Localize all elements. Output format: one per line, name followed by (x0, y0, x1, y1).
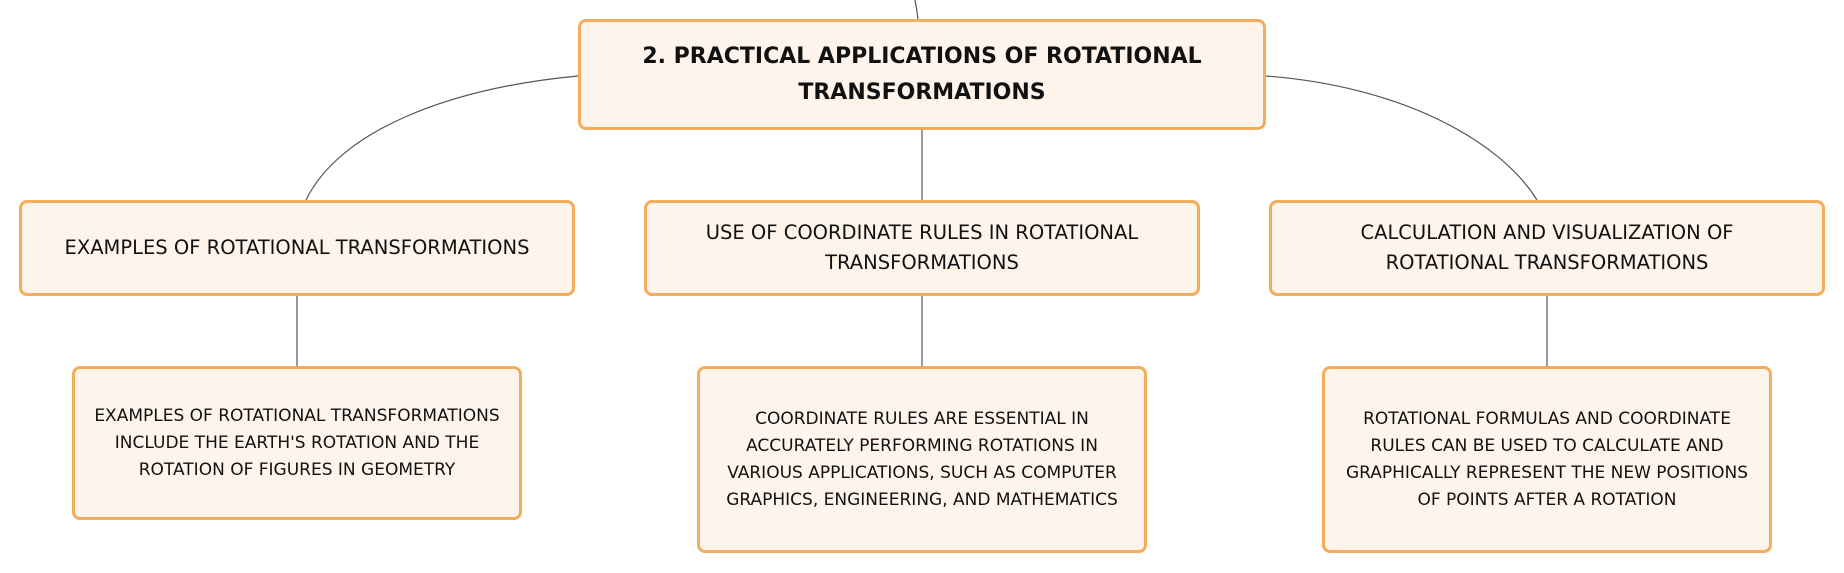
branch-node-coordinate-rules[interactable] (644, 200, 1200, 296)
connector-parent-to-root (915, 0, 918, 19)
leaf-node-calculation-detail[interactable] (1322, 366, 1772, 553)
leaf-node-examples-detail[interactable] (72, 366, 522, 520)
leaf-node-coordinate-rules-detail[interactable] (697, 366, 1147, 553)
leaf-node-text: COORDINATE RULES ARE ESSENTIAL IN ACCURATELY PERFORMING ROTATIONS IN VARIOUS APPLICATIONS, SUCH AS COMPUTER GRAPHICS, ENGINEERING, AND MATHEMATICS (726, 408, 1118, 510)
branch-node-label: USE OF COORDINATE RULES IN ROTATIONAL TRANSFORMATIONS (705, 221, 1139, 274)
leaf-node-text: EXAMPLES OF ROTATIONAL TRANSFORMATIONS INCLUDE THE EARTH'S ROTATION AND THE ROTATION OF FIGURES IN GEOMETRY (94, 405, 500, 480)
connector-root-to-branch-3 (1266, 76, 1537, 200)
branch-node-label: CALCULATION AND VISUALIZATION OF ROTATIONAL TRANSFORMATIONS (1360, 221, 1734, 274)
branch-node-examples[interactable] (19, 200, 575, 296)
leaf-node-text: ROTATIONAL FORMULAS AND COORDINATE RULES CAN BE USED TO CALCULATE AND GRAPHICALLY REPRESENT THE NEW POSITIONS OF POINTS AFTER A ROTATION (1345, 408, 1749, 510)
connector-root-to-branch-1 (306, 76, 578, 200)
root-node-label: 2. PRACTICAL APPLICATIONS OF ROTATIONAL TRANSFORMATIONS (642, 43, 1202, 105)
root-node[interactable] (578, 19, 1266, 130)
branch-node-calculation-visualization[interactable] (1269, 200, 1825, 296)
branch-node-label: EXAMPLES OF ROTATIONAL TRANSFORMATIONS (64, 236, 530, 259)
